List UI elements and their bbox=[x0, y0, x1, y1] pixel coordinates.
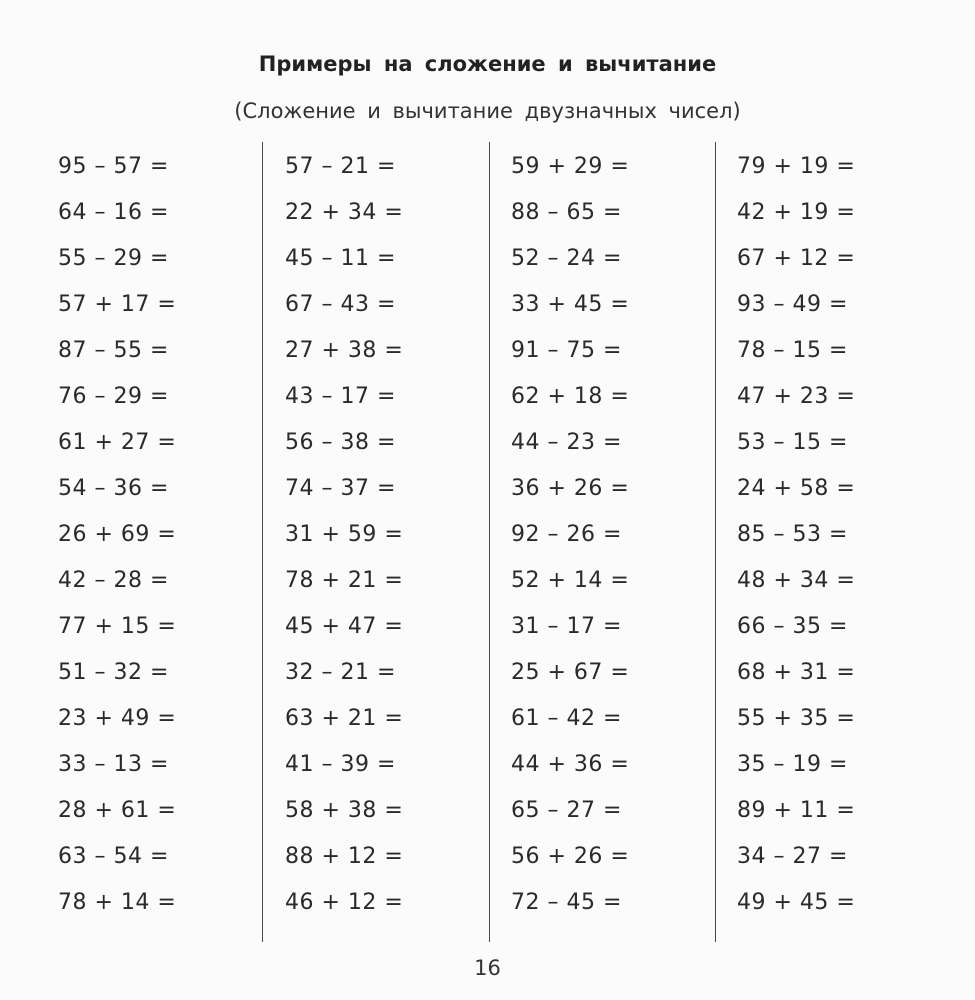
math-problem: 95 – 57 = bbox=[58, 154, 169, 179]
math-problem: 63 – 54 = bbox=[58, 844, 169, 869]
math-problem: 44 – 23 = bbox=[511, 430, 622, 455]
math-problem: 91 – 75 = bbox=[511, 338, 622, 363]
math-problem: 43 – 17 = bbox=[285, 384, 396, 409]
math-problem: 57 + 17 = bbox=[58, 292, 177, 317]
math-problem: 61 + 27 = bbox=[58, 430, 177, 455]
math-problem: 27 + 38 = bbox=[285, 338, 404, 363]
math-problem: 54 – 36 = bbox=[58, 476, 169, 501]
math-problem: 51 – 32 = bbox=[58, 660, 169, 685]
math-problem: 25 + 67 = bbox=[511, 660, 630, 685]
page-subtitle: (Сложение и вычитание двузначных чисел) bbox=[234, 99, 741, 123]
math-problem: 35 – 19 = bbox=[737, 752, 848, 777]
math-problem: 32 – 21 = bbox=[285, 660, 396, 685]
math-problem: 78 + 21 = bbox=[285, 568, 404, 593]
math-problem: 48 + 34 = bbox=[737, 568, 856, 593]
math-problem: 89 + 11 = bbox=[737, 798, 856, 823]
math-problem: 56 + 26 = bbox=[511, 844, 630, 869]
math-problem: 55 + 35 = bbox=[737, 706, 856, 731]
math-problem: 33 – 13 = bbox=[58, 752, 169, 777]
math-problem: 57 – 21 = bbox=[285, 154, 396, 179]
math-problem: 23 + 49 = bbox=[58, 706, 177, 731]
math-problem: 67 – 43 = bbox=[285, 292, 396, 317]
math-problem: 58 + 38 = bbox=[285, 798, 404, 823]
math-problem: 85 – 53 = bbox=[737, 522, 848, 547]
math-problem: 88 – 65 = bbox=[511, 200, 622, 225]
math-problem: 49 + 45 = bbox=[737, 890, 856, 915]
math-problem: 42 + 19 = bbox=[737, 200, 856, 225]
math-problem: 76 – 29 = bbox=[58, 384, 169, 409]
math-problem: 87 – 55 = bbox=[58, 338, 169, 363]
math-problem: 47 + 23 = bbox=[737, 384, 856, 409]
math-problem: 79 + 19 = bbox=[737, 154, 856, 179]
math-problem: 93 – 49 = bbox=[737, 292, 848, 317]
problem-column-2 bbox=[285, 144, 505, 926]
math-problem: 52 + 14 = bbox=[511, 568, 630, 593]
math-problem: 52 – 24 = bbox=[511, 246, 622, 271]
math-problem: 78 – 15 = bbox=[737, 338, 848, 363]
math-problem: 34 – 27 = bbox=[737, 844, 848, 869]
math-problem: 41 – 39 = bbox=[285, 752, 396, 777]
problem-column-4 bbox=[737, 144, 957, 926]
math-problem: 62 + 18 = bbox=[511, 384, 630, 409]
math-problem: 42 – 28 = bbox=[58, 568, 169, 593]
math-problem: 65 – 27 = bbox=[511, 798, 622, 823]
math-problem: 24 + 58 = bbox=[737, 476, 856, 501]
problem-column-1 bbox=[58, 144, 278, 926]
math-problem: 72 – 45 = bbox=[511, 890, 622, 915]
page-number: 16 bbox=[474, 956, 501, 980]
math-problem: 36 + 26 = bbox=[511, 476, 630, 501]
problem-column-3 bbox=[511, 144, 731, 926]
math-problem: 45 – 11 = bbox=[285, 246, 396, 271]
math-problem: 78 + 14 = bbox=[58, 890, 177, 915]
math-problem: 64 – 16 = bbox=[58, 200, 169, 225]
math-problem: 68 + 31 = bbox=[737, 660, 856, 685]
math-problem: 56 – 38 = bbox=[285, 430, 396, 455]
math-problem: 46 + 12 = bbox=[285, 890, 404, 915]
page-title: Примеры на сложение и вычитание bbox=[258, 52, 717, 76]
math-problem: 31 + 59 = bbox=[285, 522, 404, 547]
math-problem: 63 + 21 = bbox=[285, 706, 404, 731]
math-problem: 74 – 37 = bbox=[285, 476, 396, 501]
math-problem: 22 + 34 = bbox=[285, 200, 404, 225]
math-problem: 26 + 69 = bbox=[58, 522, 177, 547]
math-problem: 61 – 42 = bbox=[511, 706, 622, 731]
math-problem: 33 + 45 = bbox=[511, 292, 630, 317]
math-problem: 77 + 15 = bbox=[58, 614, 177, 639]
math-problem: 28 + 61 = bbox=[58, 798, 177, 823]
math-problem: 53 – 15 = bbox=[737, 430, 848, 455]
math-problem: 44 + 36 = bbox=[511, 752, 630, 777]
math-problem: 59 + 29 = bbox=[511, 154, 630, 179]
math-problem: 88 + 12 = bbox=[285, 844, 404, 869]
math-problem: 45 + 47 = bbox=[285, 614, 404, 639]
math-problem: 92 – 26 = bbox=[511, 522, 622, 547]
math-problem: 66 – 35 = bbox=[737, 614, 848, 639]
math-problem: 55 – 29 = bbox=[58, 246, 169, 271]
math-problem: 67 + 12 = bbox=[737, 246, 856, 271]
math-problem: 31 – 17 = bbox=[511, 614, 622, 639]
